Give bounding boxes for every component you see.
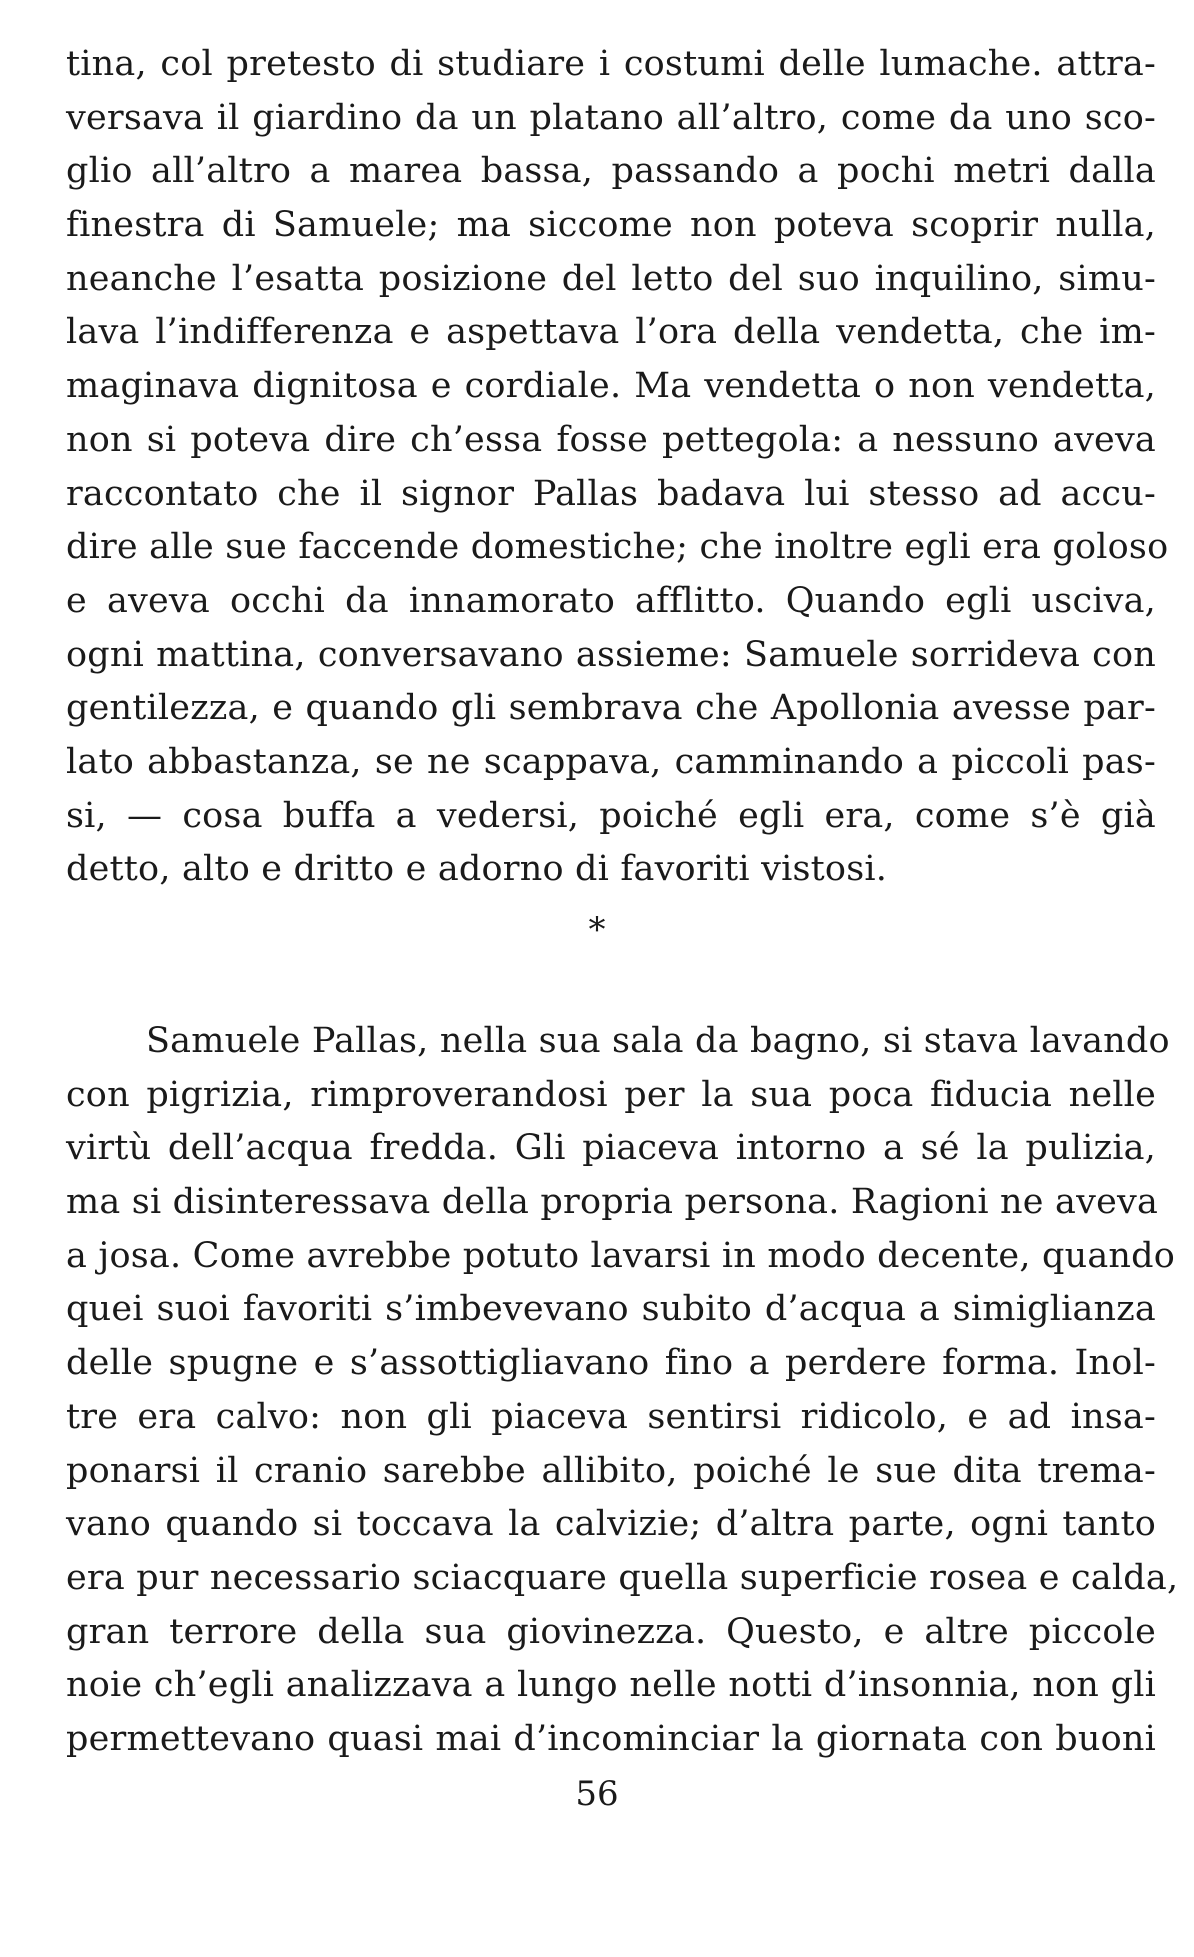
text-line: e aveva occhi da innamorato afflitto. Quando egli usciva, [66, 580, 1156, 621]
text-line: lato abbastanza, se ne scappava, camminando a piccoli pas- [66, 741, 1156, 782]
text-line: neanche l’esatta posizione del letto del suo inquilino, simu- [66, 258, 1156, 299]
text-line: quei suoi favoriti s’imbevevano subito d’acqua a simiglianza [66, 1289, 1156, 1330]
text-line: glio all’altro a marea bassa, passando a pochi metri dalla [66, 151, 1156, 192]
text-line: versava il giardino da un platano all’altro, come da uno sco- [66, 97, 1156, 138]
text-line: virtù dell’acqua fredda. Gli piaceva intorno a sé la pulizia, [66, 1128, 1156, 1169]
text-line: con pigrizia, rimproverandosi per la sua poca fiducia nelle [66, 1074, 1156, 1115]
text-line: delle spugne e s’assottigliavano fino a perdere forma. Inol- [66, 1343, 1156, 1384]
paragraph-continued [66, 38, 1169, 897]
text-line: non si poteva dire ch’essa fosse pettegola: a nessuno aveva [66, 419, 1156, 460]
text-line: tre era calvo: non gli piaceva sentirsi ridicolo, e ad insa- [66, 1396, 1156, 1437]
text-line: noie ch’egli analizzava a lungo nelle notti d’insonnia, non gli [66, 1665, 1156, 1706]
text-line: gentilezza, e quando gli sembrava che Apollonia avesse par- [66, 688, 1156, 729]
text-line-first: Samuele Pallas, nella sua sala da bagno, si stava lavando [146, 1021, 1170, 1061]
text-line: tina, col pretesto di studiare i costumi delle lumache. attra- [66, 44, 1156, 84]
text-line: lava l’indifferenza e aspettava l’ora della vendetta, che im- [66, 312, 1156, 353]
paragraph-new-section [66, 1015, 1179, 1767]
text-line: raccontato che il signor Pallas badava lui stesso ad accu- [66, 473, 1156, 514]
text-line: vano quando si toccava la calvizie; d’altra parte, ogni tanto [66, 1504, 1156, 1545]
text-line: era pur necessario sciacquare quella superficie rosea e calda, [66, 1557, 1179, 1598]
text-line-last: detto, alto e dritto e adorno di favoriti vistosi. [66, 849, 888, 890]
text-line: ogni mattina, conversavano assieme: Samuele sorrideva con [66, 634, 1156, 675]
page-number: 56 [575, 1774, 619, 1814]
text-line: gran terrore della sua giovinezza. Questo, e altre piccole [66, 1611, 1156, 1652]
text-line: ponarsi il cranio sarebbe allibito, poiché le sue dita trema- [66, 1450, 1156, 1491]
text-line: maginava dignitosa e cordiale. Ma vendetta o non vendetta, [66, 366, 1156, 407]
text-line: dire alle sue faccende domestiche; che inoltre egli era goloso [66, 527, 1169, 568]
text-line: finestra di Samuele; ma siccome non poteva scoprir nulla, [66, 205, 1156, 246]
text-line: si, — cosa buffa a vedersi, poiché egli era, come s’è già [66, 795, 1156, 836]
section-separator-asterisk: * [588, 910, 606, 950]
text-line: permettevano quasi mai d’incominciar la giornata con buoni [66, 1718, 1156, 1759]
text-line: a josa. Come avrebbe potuto lavarsi in modo decente, quando [66, 1235, 1176, 1276]
text-line: ma si disinteressava della propria persona. Ragioni ne aveva [66, 1182, 1159, 1223]
